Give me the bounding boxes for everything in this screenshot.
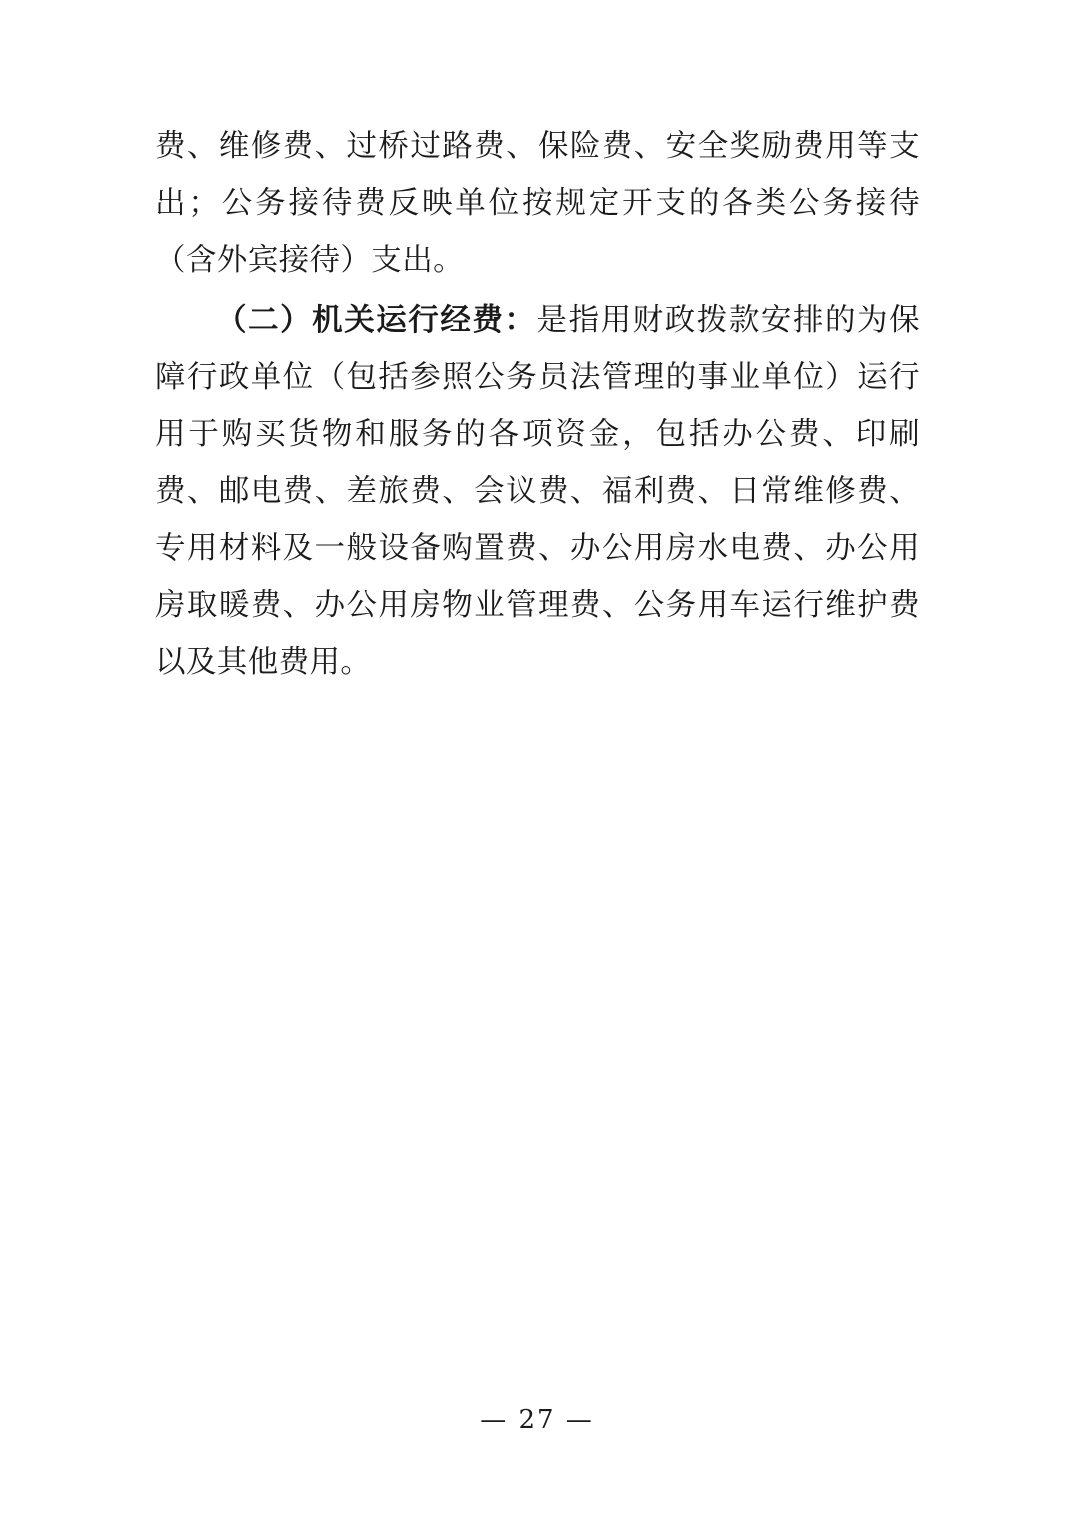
document-body <box>155 118 920 691</box>
paragraph-text: 费、维修费、过桥过路费、保险费、安全奖励费用等支出；公务接待费反映单位按规定开支的各类公务接待（含外宾接待）支出。 <box>155 129 920 278</box>
page-number: — 27 — <box>480 1405 594 1435</box>
paragraph-continued-expenses <box>155 118 920 289</box>
paragraph-text: 是指用财政拨款安排的为保障行政单位（包括参照公务员法管理的事业单位）运行用于购买货物和服务的各项资金，包括办公费、印刷费、邮电费、差旅费、会议费、福利费、日常维修费、专用材料及一般设备购置费、办公用房水电费、办公用房取暖费、办公用房物业管理费、公务用车运行维护费以及其他费用。 <box>155 303 921 680</box>
paragraph-agency-operating-funds <box>155 292 920 691</box>
paragraph-label: （二）机关运行经费： <box>216 302 537 338</box>
